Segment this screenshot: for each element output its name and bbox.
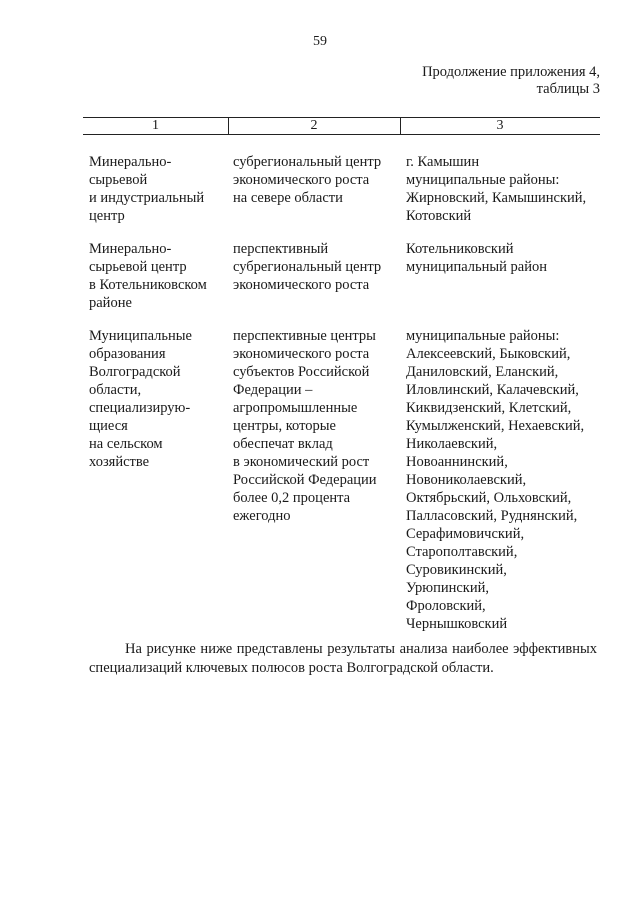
table-cell-territory: Котельниковский муниципальный район: [406, 241, 547, 275]
table-header-col-3: 3: [496, 118, 504, 133]
table-header-col-1: 1: [83, 118, 229, 134]
table-header-row: [83, 117, 600, 135]
table-cell-territory: муниципальные районы: Алексеевский, Быковский, Даниловский, Еланский, Иловлинский, Калачевский, Киквидзенский, Клетский, Кумылженский, Нехаевский, Николаевский, Новоаннинский, Новониколаевский, Октябрьский, Ольховский, Палласовский, Руднянский, Серафимовичский, Старополтавский, Суровикинский, Урюпинский, Фроловский, Чернышковский: [406, 328, 585, 632]
table-cell-pole-name: Муниципальные образования Волгоградской области, специализирую- щиеся на сельском хозяйстве: [89, 328, 192, 470]
table-cell-pole-type: субрегиональный центр экономического роста на севере области: [233, 154, 382, 206]
table-header-col-2: 2: [228, 118, 401, 134]
body-paragraph: На рисунке ниже представлены результаты анализа наиболее эффективных специализаций ключевых полюсов роста Волгоградской области.: [89, 641, 597, 676]
table-cell-territory: г. Камышин муниципальные районы: Жирновский, Камышинский, Котовский: [406, 154, 587, 224]
continuation-note: [422, 64, 600, 98]
table-cell-pole-name: Минерально- сырьевой и индустриальный центр: [89, 154, 205, 224]
table-cell-pole-type: перспективный субрегиональный центр экономического роста: [233, 241, 382, 293]
table-cell-pole-name: Минерально- сырьевой центр в Котельниковском районе: [89, 241, 207, 311]
continuation-line-1: Продолжение приложения 4,: [422, 64, 600, 80]
page-number: 59: [313, 34, 327, 49]
table-cell-pole-type: перспективные центры экономического роста субъектов Российской Федерации – агропромышленные центры, которые обеспечат вклад в экономический рост Российской Федерации более 0,2 процента ежегодно: [233, 328, 377, 524]
continuation-line-2: таблицы 3: [536, 81, 600, 97]
